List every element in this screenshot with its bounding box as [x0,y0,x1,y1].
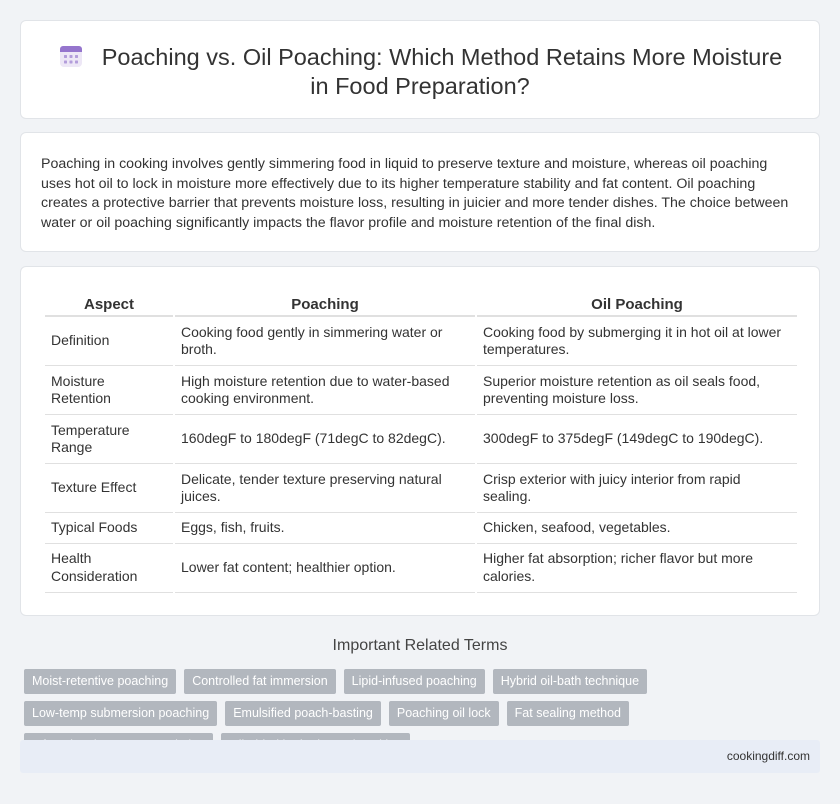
intro-card [20,132,820,252]
header-aspect: Aspect [45,291,173,317]
cell-poaching: Lower fat content; healthier option. [175,544,475,593]
comparison-card [20,266,820,616]
cell-oil-poaching: Superior moisture retention as oil seals food, preventing moisture loss. [477,366,797,415]
related-term-tag[interactable]: Poaching oil lock [389,701,499,726]
cell-oil-poaching: Chicken, seafood, vegetables. [477,513,797,544]
related-term-tag[interactable]: Moist-retentive poaching [24,669,176,694]
cell-poaching: Eggs, fish, fruits. [175,513,475,544]
cell-oil-poaching: Cooking food by submerging it in hot oil at lower temperatures. [477,317,797,366]
table-row [45,544,797,593]
table-row [45,317,797,366]
cell-aspect: Texture Effect [45,464,173,513]
footer [20,740,820,773]
footer-site-link[interactable]: cookingdiff.com [726,749,810,763]
header-poaching: Poaching [175,291,475,317]
header-oil-poaching: Oil Poaching [477,291,797,317]
related-terms-title: Important Related Terms [332,637,508,654]
cell-aspect: Temperature Range [45,415,173,464]
header-card [20,20,820,119]
cell-aspect: Health Consideration [45,544,173,593]
cell-poaching: Cooking food gently in simmering water or broth. [175,317,475,366]
cell-oil-poaching: Higher fat absorption; richer flavor but more calories. [477,544,797,593]
cell-aspect: Moisture Retention [45,366,173,415]
cell-oil-poaching: Crisp exterior with juicy interior from rapid sealing. [477,464,797,513]
intro-paragraph: Poaching in cooking involves gently simmering food in liquid to preserve texture and moisture, whereas oil poaching uses hot oil to lock in moisture more effectively due to its higher temperature stability and fat content. Oil poaching creates a protective barrier that prevents moisture loss, resulting in juicier and more tender dishes. The choice between water or oil poaching significantly impacts the flavor profile and moisture retention of the final dish. [41,156,789,231]
related-term-tag[interactable]: Hybrid oil-bath technique [493,669,647,694]
cell-oil-poaching: 300degF to 375degF (149degC to 190degC). [477,415,797,464]
table-row [45,415,797,464]
cell-poaching: Delicate, tender texture preserving natural juices. [175,464,475,513]
cell-poaching: High moisture retention due to water-based cooking environment. [175,366,475,415]
table-header-row [45,291,797,317]
page-title: Poaching vs. Oil Poaching: Which Method Retains More Moisture in Food Preparation? [101,44,783,99]
table-row [45,366,797,415]
calendar-grid-icon [58,43,84,69]
table-row [45,513,797,544]
cell-poaching: 160degF to 180degF (71degC to 82degC). [175,415,475,464]
related-term-tag[interactable]: Low-temp submersion poaching [24,701,217,726]
related-term-tag[interactable]: Fat sealing method [507,701,629,726]
table-row [45,464,797,513]
comparison-table [43,291,799,593]
cell-aspect: Typical Foods [45,513,173,544]
cell-aspect: Definition [45,317,173,366]
title-wrap [21,43,819,101]
related-term-tag[interactable]: Emulsified poach-basting [225,701,381,726]
related-term-tag[interactable]: Controlled fat immersion [184,669,335,694]
related-term-tag[interactable]: Lipid-infused poaching [344,669,485,694]
